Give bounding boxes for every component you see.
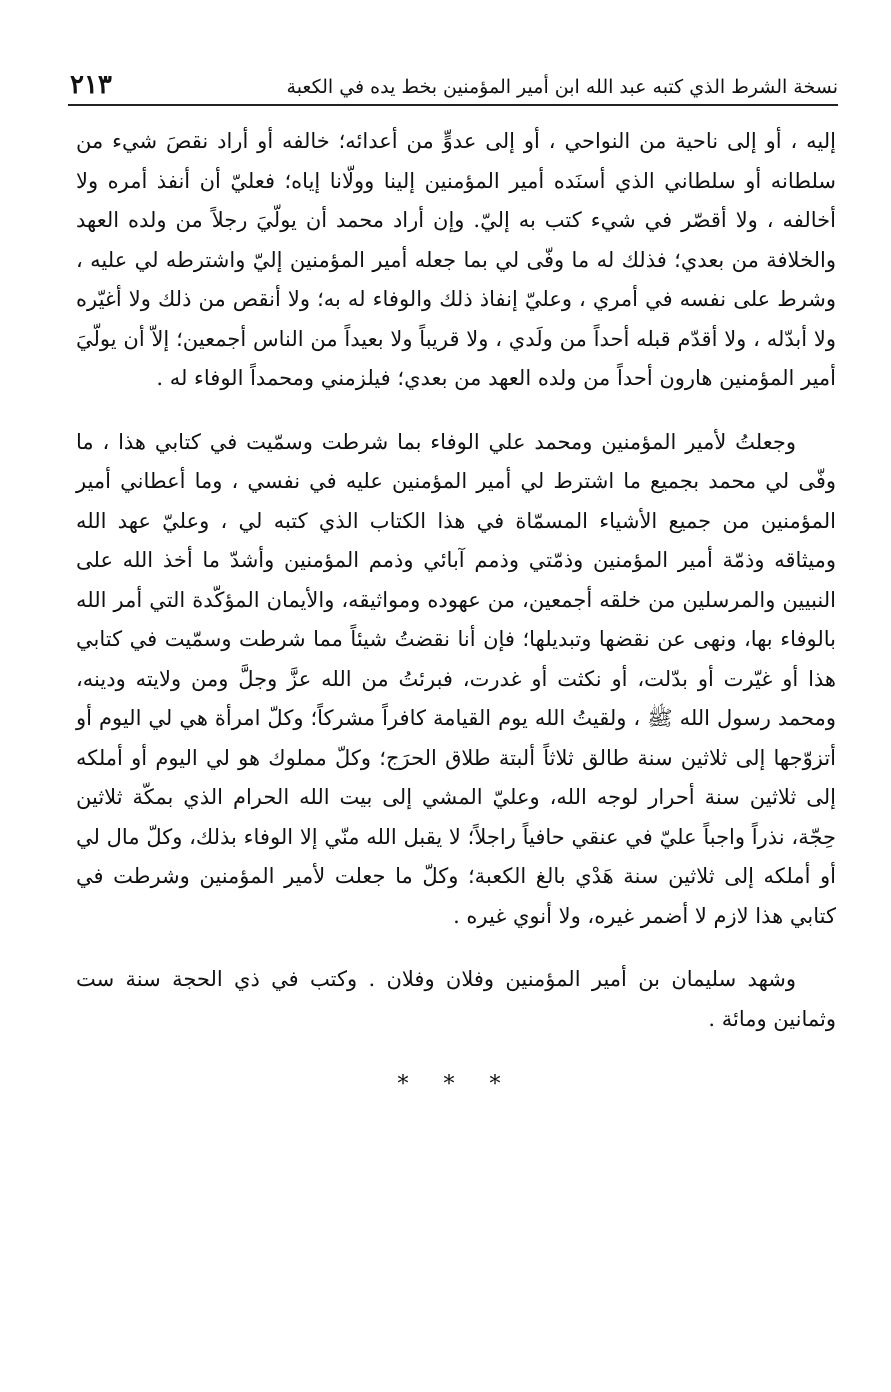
running-header-title: نسخة الشرط الذي كتبه عبد الله ابن أمير المؤمنين بخط يده في الكعبة xyxy=(286,76,838,98)
body-text xyxy=(76,122,836,1105)
paragraph-oath: وجعلتُ لأمير المؤمنين ومحمد علي الوفاء بما شرطت وسمّيت في كتابي هذا ، ما وفّى لي محمد بجميع ما اشترط لي أمير المؤمنين عليه في نفسي ، وما أعطاني أمير المؤمنين من جميع الأشياء المسمّاة في هذا الكتاب الذي كتبه لي ، وعليّ عهد الله وميثاقه وذمّة أمير المؤمنين وذمّتي وذمم آبائي وذمم المؤمنين وأشدّ ما أخذ الله على النبيين والمرسلين من خلقه أجمعين، من عهوده ومواثيقه، والأيمان المؤكّدة التي أمر الله بالوفاء بها، ونهى عن نقضها وتبديلها؛ فإن أنا نقضتُ شيئاً مما شرطت وسمّيت في كتابي هذا أو غيّرت أو بدّلت، أو نكثت أو غدرت، فبرئتُ من الله عزَّ وجلَّ ومن ولايته ودينه، ومحمد رسول الله ﷺ ، ولقيتُ الله يوم القيامة كافراً مشركاً؛ وكلّ امرأة هي لي اليوم أو أتزوّجها إلى ثلاثين سنة طالق ثلاثاً ألبتة طلاق الحرَج؛ وكلّ مملوك هو لي اليوم أو أملكه إلى ثلاثين سنة أحرار لوجه الله، وعليّ المشي إلى بيت الله الحرام الذي بمكّة ثلاثين حِجّة، نذراً واجباً عليّ في عنقي حافياً راجلاً؛ لا يقبل الله منّي إلا الوفاء بذلك، وكلّ مال لي أو أملكه إلى ثلاثين سنة هَدْي بالغ الكعبة؛ وكلّ ما جعلت لأمير المؤمنين وشرطت في كتابي هذا لازم لا أضمر غيره، ولا أنوي غيره . xyxy=(76,429,836,928)
section-separator: * * * xyxy=(397,1072,515,1097)
paragraph-continuation: إليه ، أو إلى ناحية من النواحي ، أو إلى عدوٍّ من أعدائه؛ خالفه أو أراد نقصَ شيء من سلطانه أو سلطاني الذي أسنَده أمير المؤمنين إلينا وولّانا إياه؛ فعليّ أن أنفذ أمره ولا أخالفه ، ولا أقصّر في شيء كتب به إليّ. وإن أراد محمد أن يولّيَ رجلاً من ولده العهد والخلافة من بعدي؛ فذلك له ما وفّى لي بما جعله أمير المؤمنين إليّ واشترطه لي عليه ، وشرط على نفسه في أمري ، وعليّ إنفاذ ذلك والوفاء له به؛ ولا أنقص من ذلك ولا أغيّره ولا أبدّله ، ولا أقدّم قبله أحداً من ولَدي ، ولا قريباً ولا بعيداً من الناس أجمعين؛ إلاّ أن يولّيَ أمير المؤمنين هارون أحداً من ولده العهد من بعدي؛ فيلزمني ومحمداً الوفاء له . xyxy=(76,129,836,390)
page-number: ٢١٣ xyxy=(70,70,112,100)
running-header xyxy=(68,60,838,106)
paragraph-witnesses: وشهد سليمان بن أمير المؤمنين وفلان وفلان . وكتب في ذي الحجة سنة ست وثمانين ومائة . xyxy=(76,967,836,1031)
